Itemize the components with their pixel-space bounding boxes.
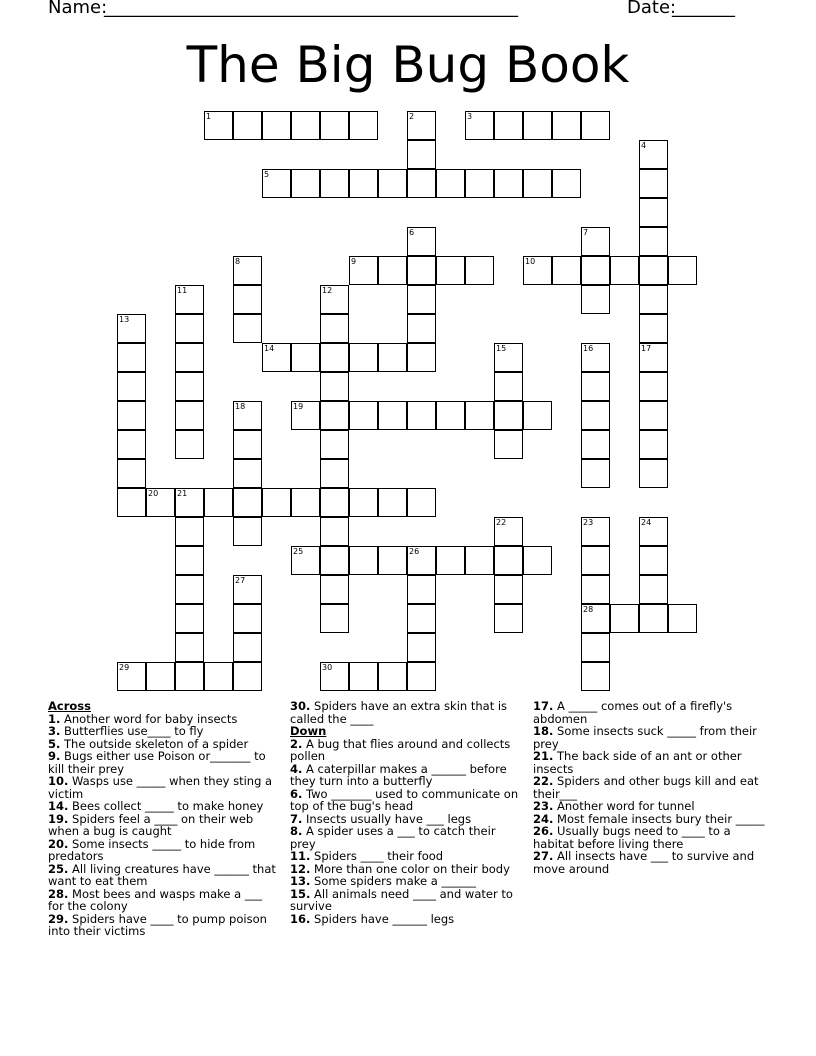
crossword-cell[interactable] [175,604,204,633]
clue-number: 8 [235,257,241,266]
crossword-cell[interactable] [407,111,436,140]
crossword-cell[interactable] [610,604,639,633]
crossword-cell[interactable] [117,430,146,459]
crossword-cell[interactable] [320,662,349,691]
crossword-cell[interactable] [639,517,668,546]
name-label: Name: [48,0,108,18]
crossword-cell[interactable] [581,430,610,459]
crossword-cell[interactable] [349,343,378,372]
crossword-cell[interactable] [320,343,349,372]
clue-number: 11 [177,286,188,295]
crossword-cell[interactable] [639,285,668,314]
crossword-cell[interactable] [494,517,523,546]
clue-number: 13 [119,315,130,324]
crossword-cell[interactable] [581,662,610,691]
crossword-cell[interactable] [175,285,204,314]
crossword-cell[interactable] [262,111,291,140]
clue-across-28: 28. Most bees and wasps make a ___ for the colony [48,886,263,913]
crossword-cell[interactable] [233,662,262,691]
crossword-cell[interactable] [407,633,436,662]
crossword-cell[interactable] [378,488,407,517]
crossword-cell[interactable] [523,111,552,140]
crossword-cell[interactable] [233,575,262,604]
clue-number: 6 [409,228,415,237]
crossword-cell[interactable] [378,256,407,285]
clue-number: 19 [293,402,304,411]
crossword-cell[interactable] [639,401,668,430]
clue-number: 12 [322,286,333,295]
crossword-cell[interactable] [320,430,349,459]
crossword-cell[interactable] [581,372,610,401]
crossword-cell[interactable] [407,256,436,285]
crossword-cell[interactable] [117,488,146,517]
crossword-cell[interactable] [175,633,204,662]
crossword-cell[interactable] [233,314,262,343]
crossword-cell[interactable] [668,256,697,285]
crossword-cell[interactable] [581,575,610,604]
clue-down-8: 8. A spider uses a ___ to catch their prey [290,824,496,851]
clue-down-13: 13. Some spiders make a ______ [290,874,476,888]
clue-down-15: 15. All animals need ____ and water to survive [290,886,513,913]
crossword-cell[interactable] [349,488,378,517]
crossword-cell[interactable] [233,633,262,662]
crossword-cell[interactable] [320,111,349,140]
crossword-cell[interactable] [639,140,668,169]
clue-across-25: 25. All living creatures have ______ that want to eat them [48,861,276,888]
clues-column-1 [48,700,278,938]
crossword-cell[interactable] [494,546,523,575]
crossword-cell[interactable] [407,343,436,372]
crossword-cell[interactable] [639,314,668,343]
crossword-cell[interactable] [320,517,349,546]
crossword-cell[interactable] [465,256,494,285]
crossword-cell[interactable] [175,430,204,459]
crossword-cell[interactable] [175,314,204,343]
clue-number: 7 [583,228,589,237]
clue-down-22: 22. Spiders and other bugs kill and eat their___ [533,774,759,801]
crossword-cell[interactable] [523,401,552,430]
clue-number: 25 [293,547,304,556]
crossword-cell[interactable] [494,343,523,372]
crossword-cell[interactable] [291,546,320,575]
crossword-cell[interactable] [233,111,262,140]
crossword-cell[interactable] [610,256,639,285]
crossword-cell[interactable] [175,546,204,575]
clue-number: 15 [496,344,507,353]
crossword-cell[interactable] [233,430,262,459]
crossword-cell[interactable] [204,111,233,140]
crossword-cell[interactable] [291,488,320,517]
crossword-cell[interactable] [494,169,523,198]
crossword-cell[interactable] [581,401,610,430]
clue-across-5: 5. The outside skeleton of a spider [48,736,249,751]
crossword-cell[interactable] [552,111,581,140]
clue-across-19: 19. Spiders feel a ____ on their web when a bug is caught [48,811,254,838]
crossword-cell[interactable] [233,459,262,488]
clue-number: 9 [351,257,357,266]
clue-across-29: 29. Spiders have ____ to pump poison into their victims [48,911,267,938]
clue-across-3: 3. Butterflies use____ to fly [48,724,204,738]
clue-down-7: 7. Insects usually have ___ legs [290,811,472,826]
clue-number: 24 [641,518,652,527]
crossword-cell[interactable] [117,314,146,343]
crossword-cell[interactable] [320,285,349,314]
clue-down-4: 4. A caterpillar makes a ______ before they turn into a butterfly [290,761,507,788]
crossword-cell[interactable] [639,459,668,488]
clue-down-17: 17. A _____ comes out of a firefly's abdomen [533,699,733,726]
crossword-cell[interactable] [639,604,668,633]
crossword-cell[interactable] [175,401,204,430]
crossword-cell[interactable] [320,546,349,575]
clue-number: 20 [148,489,159,498]
crossword-cell[interactable] [581,285,610,314]
crossword-cell[interactable] [552,256,581,285]
crossword-cell[interactable] [378,401,407,430]
crossword-cell[interactable] [349,111,378,140]
crossword-cell[interactable] [494,372,523,401]
clue-number: 30 [322,663,333,672]
crossword-cell[interactable] [378,546,407,575]
clue-number: 29 [119,663,130,672]
crossword-cell[interactable] [639,372,668,401]
clues-column-2 [290,700,522,925]
crossword-cell[interactable] [378,343,407,372]
crossword-cell[interactable] [436,256,465,285]
clue-number: 1 [206,112,212,121]
across-heading: Across [48,699,91,713]
crossword-cell[interactable] [378,662,407,691]
crossword-cell[interactable] [436,546,465,575]
crossword-cell[interactable] [146,662,175,691]
crossword-cell[interactable] [581,546,610,575]
crossword-cell[interactable] [407,604,436,633]
crossword-cell[interactable] [233,604,262,633]
crossword-cell[interactable] [117,401,146,430]
crossword-cell[interactable] [407,401,436,430]
crossword-cell[interactable] [117,662,146,691]
clue-down-2: 2. A bug that flies around and collects pollen [290,736,511,763]
crossword-cell[interactable] [465,111,494,140]
crossword-cell[interactable] [320,604,349,633]
crossword-cell[interactable] [581,459,610,488]
crossword-cell[interactable] [320,488,349,517]
crossword-cell[interactable] [523,256,552,285]
clues-column-3 [533,700,765,875]
crossword-cell[interactable] [320,314,349,343]
crossword-cell[interactable] [581,343,610,372]
crossword-cell[interactable] [233,488,262,517]
crossword-cell[interactable] [262,169,291,198]
crossword-cell[interactable] [291,401,320,430]
crossword-cell[interactable] [407,140,436,169]
crossword-cell[interactable] [291,169,320,198]
clue-down-21: 21. The back side of an ant or other insects [533,749,742,776]
crossword-cell[interactable] [320,575,349,604]
crossword-cell[interactable] [639,198,668,227]
crossword-cell[interactable] [494,430,523,459]
date-field[interactable]: _______ [672,0,735,18]
down-heading: Down [290,724,327,738]
crossword-cell[interactable] [639,256,668,285]
crossword-cell[interactable] [262,343,291,372]
clue-down-23: 23. Another word for tunnel [533,799,695,813]
clue-across-10: 10. Wasps use _____ when they sting a victim [48,774,273,801]
clue-across-20: 20. Some insects _____ to hide from predators [48,836,256,863]
crossword-cell[interactable] [291,111,320,140]
crossword-cell[interactable] [233,256,262,285]
clue-across-1: 1. Another word for baby insects [48,711,238,726]
clue-across-14: 14. Bees collect _____ to make honey [48,799,264,813]
clue-number: 23 [583,518,594,527]
crossword-cell[interactable] [407,662,436,691]
crossword-cell[interactable] [581,517,610,546]
crossword-cell[interactable] [320,401,349,430]
crossword-cell[interactable] [639,430,668,459]
clue-number: 22 [496,518,507,527]
crossword-cell[interactable] [291,343,320,372]
crossword-cell[interactable] [407,488,436,517]
crossword-cell[interactable] [581,604,610,633]
crossword-cell[interactable] [494,401,523,430]
clue-down-12: 12. More than one color on their body [290,861,510,876]
crossword-cell[interactable] [146,488,175,517]
clue-number: 10 [525,257,536,266]
date-label: Date: [627,0,677,18]
crossword-cell[interactable] [349,662,378,691]
crossword-cell[interactable] [349,169,378,198]
crossword-cell[interactable] [523,169,552,198]
crossword-cell[interactable] [117,343,146,372]
crossword-cell[interactable] [465,169,494,198]
crossword-cell[interactable] [117,372,146,401]
crossword-cell[interactable] [175,488,204,517]
crossword-cell[interactable] [639,343,668,372]
crossword-cell[interactable] [320,169,349,198]
crossword-cell[interactable] [407,285,436,314]
crossword-cell[interactable] [465,546,494,575]
crossword-cell[interactable] [175,575,204,604]
clue-number: 16 [583,344,594,353]
crossword-cell[interactable] [523,546,552,575]
clue-across-30: 30. Spiders have an extra skin that is called the ____ [290,699,508,726]
clue-down-26: 26. Usually bugs need to ____ to a habitat before living there [533,824,731,851]
clue-number: 5 [264,170,270,179]
crossword-cell[interactable] [407,227,436,256]
crossword-cell[interactable] [668,604,697,633]
crossword-cell[interactable] [262,488,291,517]
crossword-cell[interactable] [494,575,523,604]
crossword-cell[interactable] [233,401,262,430]
crossword-cell[interactable] [581,227,610,256]
clue-number: 3 [467,112,473,121]
clue-number: 21 [177,489,188,498]
crossword-cell[interactable] [175,343,204,372]
clue-down-11: 11. Spiders ____ their food [290,849,444,863]
crossword-cell[interactable] [581,111,610,140]
crossword-cell[interactable] [204,662,233,691]
clue-number: 26 [409,547,420,556]
crossword-cell[interactable] [407,546,436,575]
clue-down-16: 16. Spiders have ______ legs [290,911,455,926]
clue-down-24: 24. Most female insects bury their _____ [533,811,765,826]
clue-across-9: 9. Bugs either use Poison or_______ to kill their prey [48,749,266,776]
crossword-cell[interactable] [639,575,668,604]
crossword-cell[interactable] [349,401,378,430]
clue-number: 18 [235,402,246,411]
crossword-cell[interactable] [494,604,523,633]
crossword-cell[interactable] [639,169,668,198]
crossword-cell[interactable] [320,459,349,488]
crossword-cell[interactable] [320,372,349,401]
clue-number: 2 [409,112,415,121]
crossword-cell[interactable] [436,401,465,430]
name-field[interactable]: ______________________________________________ [104,0,518,18]
crossword-cell[interactable] [407,314,436,343]
clue-down-6: 6. Two _______ used to communicate on top of the bug's head [290,786,519,813]
crossword-cell[interactable] [639,546,668,575]
clue-number: 4 [641,141,647,150]
clue-number: 28 [583,605,594,614]
clue-number: 14 [264,344,275,353]
clue-down-27: 27. All insects have ___ to survive and move around [533,849,755,876]
crossword-cell[interactable] [552,169,581,198]
crossword-cell[interactable] [204,488,233,517]
crossword-cell[interactable] [581,256,610,285]
crossword-cell[interactable] [407,169,436,198]
crossword-cell[interactable] [465,401,494,430]
crossword-cell[interactable] [639,227,668,256]
crossword-cell[interactable] [175,372,204,401]
crossword-cell[interactable] [349,546,378,575]
clue-number: 27 [235,576,246,585]
crossword-cell[interactable] [436,169,465,198]
crossword-cell[interactable] [581,633,610,662]
crossword-cell[interactable] [407,575,436,604]
crossword-cell[interactable] [233,517,262,546]
clue-number: 17 [641,344,652,353]
crossword-cell[interactable] [494,111,523,140]
clue-down-18: 18. Some insects suck _____ from their prey [533,724,757,751]
crossword-cell[interactable] [175,662,204,691]
crossword-cell[interactable] [378,169,407,198]
crossword-cell[interactable] [349,256,378,285]
crossword-cell[interactable] [233,285,262,314]
crossword-cell[interactable] [117,459,146,488]
crossword-cell[interactable] [175,517,204,546]
page-title: The Big Bug Book [186,36,630,94]
